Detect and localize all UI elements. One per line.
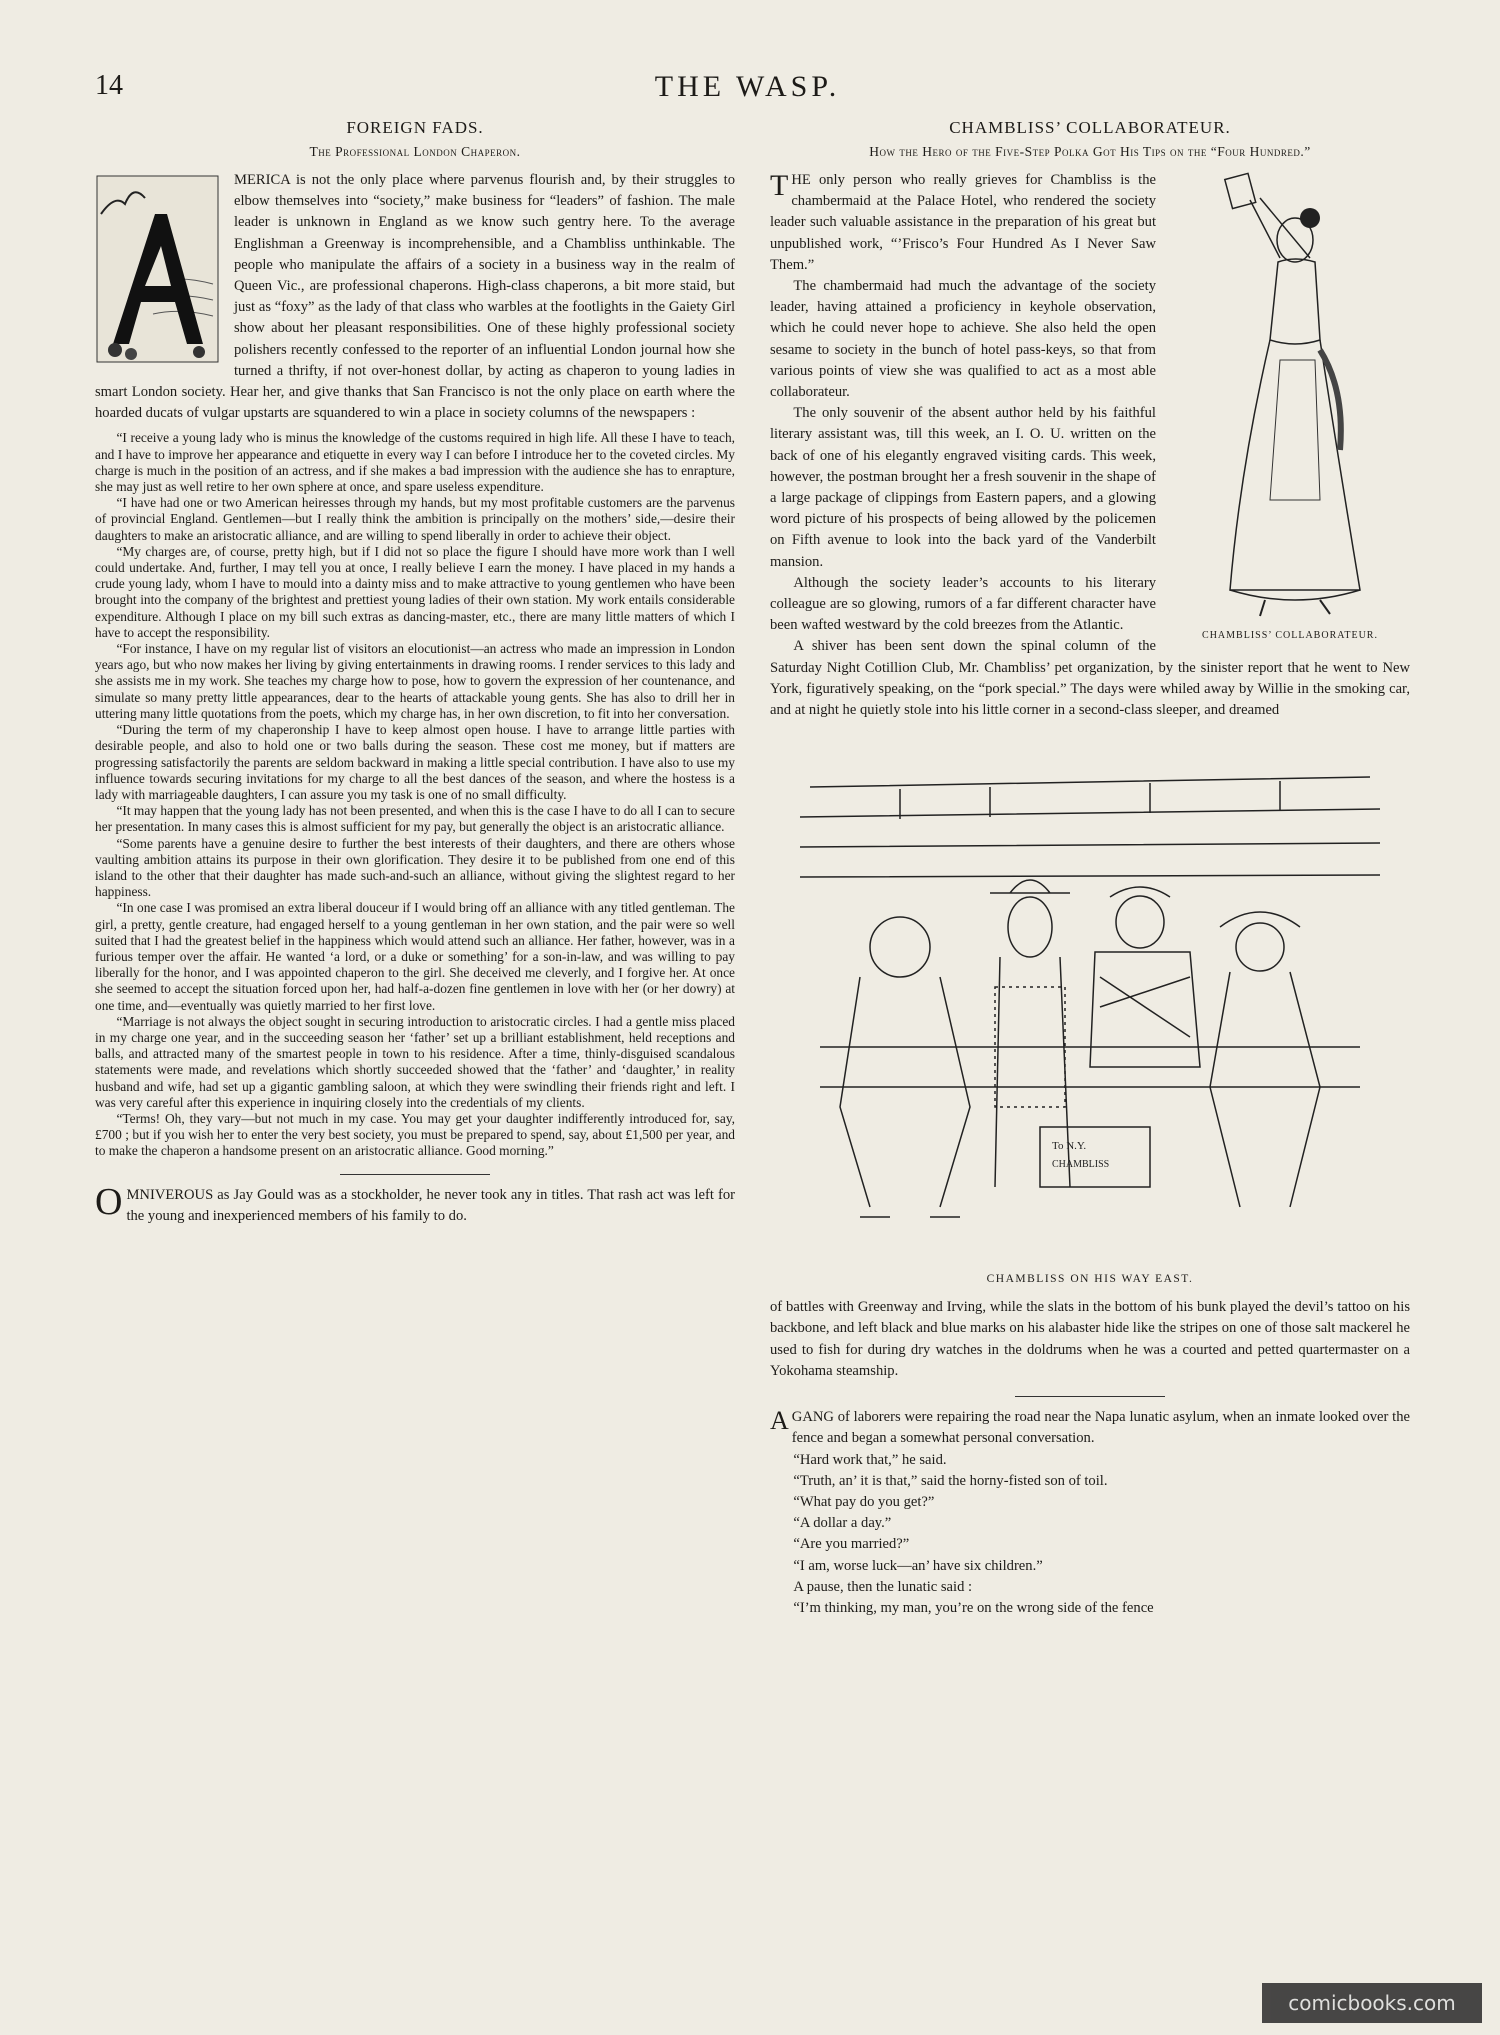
right-column [770, 118, 1410, 1619]
train-caption: CHAMBLISS ON HIS WAY EAST. [986, 1273, 1194, 1286]
quote-paragraph: “Terms! Oh, they vary—but not much in my case. You may get your daughter indifferently introduced for, say, £700 ; but if you wish her to enter the very best society, you must be prepared to spend, say, about £1,500 per year, and to make the chaperon a handsome present on an aristocratic alliance. Good morning.” [95, 1110, 735, 1159]
quote-paragraph: “It may happen that the young lady has not been presented, and when this is the case I have to do all I can to secure her presentation. In many cases this is almost sufficient for my pay, but generally the object is an aristocratic alliance. [95, 803, 735, 835]
chambliss-paragraph-3: The only souvenir of the absent author held by his faithful literary assistant was, till this week, an I. O. U. written on the back of one of his elegantly engraved visiting cards. This week, however, the postman brought her a fresh souvenir in the shape of a large package of clippings from Eastern papers, and a glowing word picture of his prospects of being allowed by the policemen on Fifth avenue to look into the back yard of the Vanderbilt mansion. [770, 405, 1156, 570]
chambermaid-caption: CHAMBLISS’ COLLABORATEUR. [1202, 630, 1378, 641]
ornamental-initial-a-icon [95, 174, 220, 364]
article-subheading-chaperon: The Professional London Chaperon. [309, 144, 521, 159]
chambliss-paragraph-4: Although the society leader’s accounts to his literary colleague are so glowing, rumors of a far different character have been wafted westward by the cold breezes from the Atlantic. [770, 574, 1156, 634]
page-number: 14 [95, 70, 123, 101]
quote-paragraph: “Marriage is not always the object sought in securing introduction to aristocratic circles. I had a gentle miss placed in my charge one year, and in the succeeding season her ‘father’ set up a brilliant establishment, held receptions and balls, and attracted many of the smartest people in town to his residence. After a time, thinly-disguised scandalous statements were made, and revelations which shortly succeeded showed that the ‘father’ and ‘daughter,’ in reality husband and wife, had set up a gigantic gambling saloon, at which they were swindling their friends right and left. I was very careful after this experience in inquiring closely into the credentials of my clients. [95, 1013, 735, 1110]
paragraph-text: of laborers were repairing the road near the Napa lunatic asylum, when an inmate looked over the fence and began a somewhat personal conversation. [791, 1409, 1410, 1447]
chambliss-paragraph-2: The chambermaid had much the advantage of the society leader, having attained a proficiency in keyhole observation, which he could never hope to achieve. She also held the open sesame to society in the bunch of hotel pass-keys, so that from various points of view she was qualified to act as a most able collaborateur. [770, 278, 1156, 401]
quote-paragraph: “During the term of my chaperonship I have to keep almost open house. I have to arrange little parties with desirable people, and also to hold one or two balls during the season. These cost me money, but if matters are progressing satisfactorily the parents are seldom backward in making a little special contribution. I have also to use my influence towards securing invitations for my charge to all the best dances of the season, and where the hostess is a lady with marriageable daughters, I can assure you my task is one of no small difficulty. [95, 722, 735, 802]
chambliss-paragraph-6: of battles with Greenway and Irving, while the slats in the bottom of his bunk played the devil’s tattoo on his backbone, and left black and blue marks on his alabaster hide like the stripes on one of those salt mackerel he used to fish for during dry watches in the doldrums when he was a courted and petted quartermaster on a Yokohama steamship. [770, 1299, 1410, 1379]
chambermaid-illustration [1170, 170, 1410, 650]
gang-paragraph [770, 1407, 1410, 1449]
site-watermark: comicbooks.com [1262, 1983, 1482, 2023]
drop-letter: T [770, 169, 789, 202]
dialog-line: “What pay do you get?” [793, 1493, 935, 1510]
lead-word: GANG [791, 1409, 834, 1426]
gould-paragraph [95, 1180, 735, 1227]
dialog-line: “I am, worse luck—an’ have six children.” [793, 1557, 1043, 1574]
intro-paragraph: MERICA is not the only place where parvenus flourish and, by their struggles to elbow themselves into “society,” make business for “leaders” of fashion. The male leader is unknown in England as we know such gentry here. To the average Englishman a Greenway is incomprehensible, and a Chambliss unthinkable. The people who manipulate the affairs of a society in a business way in the realm of Queen Vic., are professional chaperons. High-class chaperons, a bit more staid, but just as “foxy” as the lady of that class who warbles at the footlights in the Gaiety Girl show about her pleasant responsibilities. One of these highly professional society polishers recently confessed to the reporter of an influential London journal how she turned a thrifty, if not over-honest dollar, by acting as chaperon to young ladies in smart London society. Hear her, and give thanks that San Francisco is not the only place on earth where the hoarded ducats of vulgar upstarts are squandered to win a place in society columns of the newspapers : [95, 172, 735, 422]
paragraph-text: HE only person who really grieves for Chambliss is the chambermaid at the Palace Hotel, who rendered the society leader such valuable assistance in the preparation of his great but unpublished work, “’Frisco’s Four Hundred As I Never Saw Them.” [770, 172, 1156, 273]
section-divider [1015, 1396, 1165, 1397]
paper-title: THE WASP. [654, 70, 841, 103]
left-column [95, 118, 735, 1227]
quote-paragraph: “I have had one or two American heiresses through my hands, but my most profitable customers are the parvenus of provincial England. Gentlemen—but I really think the ambition is principally on the mothers’ side,—desire their daughters to make an aristocratic alliance, and are willing to spend liberally in order to achieve their object. [95, 495, 735, 543]
dialog-line: “Truth, an’ it is that,” said the horny-fisted son of toil. [793, 1472, 1108, 1489]
chambliss-paragraph-5: A shiver has been sent down the spinal column of the Saturday Night Cotillion Club, Mr. Chambliss’ pet organization, by the sinister report that he went to New York, figuratively speaking, on the “pork special.” The days were whiled away by Willie in the smoking car, and at night he quietly stole into his little corner in a second-class sleeper, and dreamed [770, 638, 1410, 719]
drop-letter: O [95, 1180, 123, 1223]
chaperon-quotes [95, 424, 735, 1159]
lead-word: MNIVEROUS [126, 1186, 214, 1203]
dialog-line: “I’m thinking, my man, you’re on the wrong side of the fence [793, 1599, 1154, 1616]
quote-paragraph: “For instance, I have on my regular list of visitors an elocutionist—an actress who made an impression in London years ago, but who now makes her living by giving entertainments in drawing rooms. I render services to this lady and she assists me in my work. She teaches my charge how to pose, how to govern the expression of her countenance, and simulate so many pretty little appearances, dear to the hearts of attackable young gents. She has also to drill her in uttering many little quotations from the poets, which my charge has, in her own discretion, to fit into her conversation. [95, 641, 735, 721]
drop-letter: A [770, 1406, 789, 1436]
quote-paragraph: “My charges are, of course, pretty high, but if I did not so place the figure I should have more work than I well could undertake. And, further, I may tell you at once, I really believe I earn the money. I have placed in my hands a crude young lady, whom I have to mould into a dainty miss and to make attractive to young gentlemen who have been brought into the company of the brightest and prettiest young ladies of their own station. My work entails considerable expenditure. Although I place on my bill such extras as dancing-master, etc., there are many little matters of which I have to accept the responsibility. [95, 543, 735, 640]
quote-paragraph: “In one case I was promised an extra liberal douceur if I would bring off an alliance with any titled gentleman. The girl, a pretty, gentle creature, had engaged herself to a young gentleman in her own station, and the pair were so well suited that I had the greatest belief in the happiness which would attend such an alliance. Her father, however, was in a furious temper over the affair. He wanted ‘a lord, or a duke or something’ for a son-in-law, and was willing to pay liberally for the honor, and I was appointed chaperon to the girl. She deceived me cleverly, and I forgive her. At once she seemed to accept the situation forced upon her, had half-a-dozen fine gentlemen in love with her (or her dowry) at one time, and—eventually was quietly married to her first love. [95, 900, 735, 1013]
quote-paragraph: “Some parents have a genuine desire to further the best interests of their daughters, and there are others whose vaulting ambition attains its purpose in their own glorification. They desire it to be published from one end of this island to the other that their daughter has made such-and-such an alliance, without giving the slightest regard to her happiness. [95, 835, 735, 900]
dialog-line: “Hard work that,” he said. [793, 1451, 947, 1468]
article-heading-foreign-fads: FOREIGN FADS. [346, 118, 484, 137]
article-subheading-polka: How the Hero of the Five-Step Polka Got His Tips on the “Four Hundred.” [869, 144, 1311, 159]
chambermaid-drawing-icon [1170, 170, 1410, 630]
article-heading-chambliss: CHAMBLISS’ COLLABORATEUR. [949, 118, 1231, 137]
valise-label-name: CHAMBLISS [1052, 1159, 1110, 1171]
dialog-line: “Are you married?” [793, 1536, 910, 1553]
train-cartoon-illustration [790, 747, 1390, 1267]
section-divider [340, 1174, 490, 1175]
quote-paragraph: “I receive a young lady who is minus the knowledge of the customs required in high life. All these I have to teach, and I have to improve her appearance and etiquette in every way I can before I introduce her to the coveted circles. My charge is much in the position of an actress, and if she makes a bad impression with the audience she has to enrapture, she may just as well retire to her own sphere at once, and spare useless expenditure. [95, 430, 735, 495]
paragraph-text: as Jay Gould was as a stockholder, he never took any in titles. That rash act was left for the young and inexperienced members of his family to do. [126, 1186, 735, 1224]
dialog-line: A pause, then the lunatic said : [793, 1578, 973, 1595]
masthead [95, 70, 1400, 110]
valise-label-destination: To N.Y. [1052, 1140, 1087, 1153]
dialog-line: “A dollar a day.” [793, 1515, 892, 1532]
